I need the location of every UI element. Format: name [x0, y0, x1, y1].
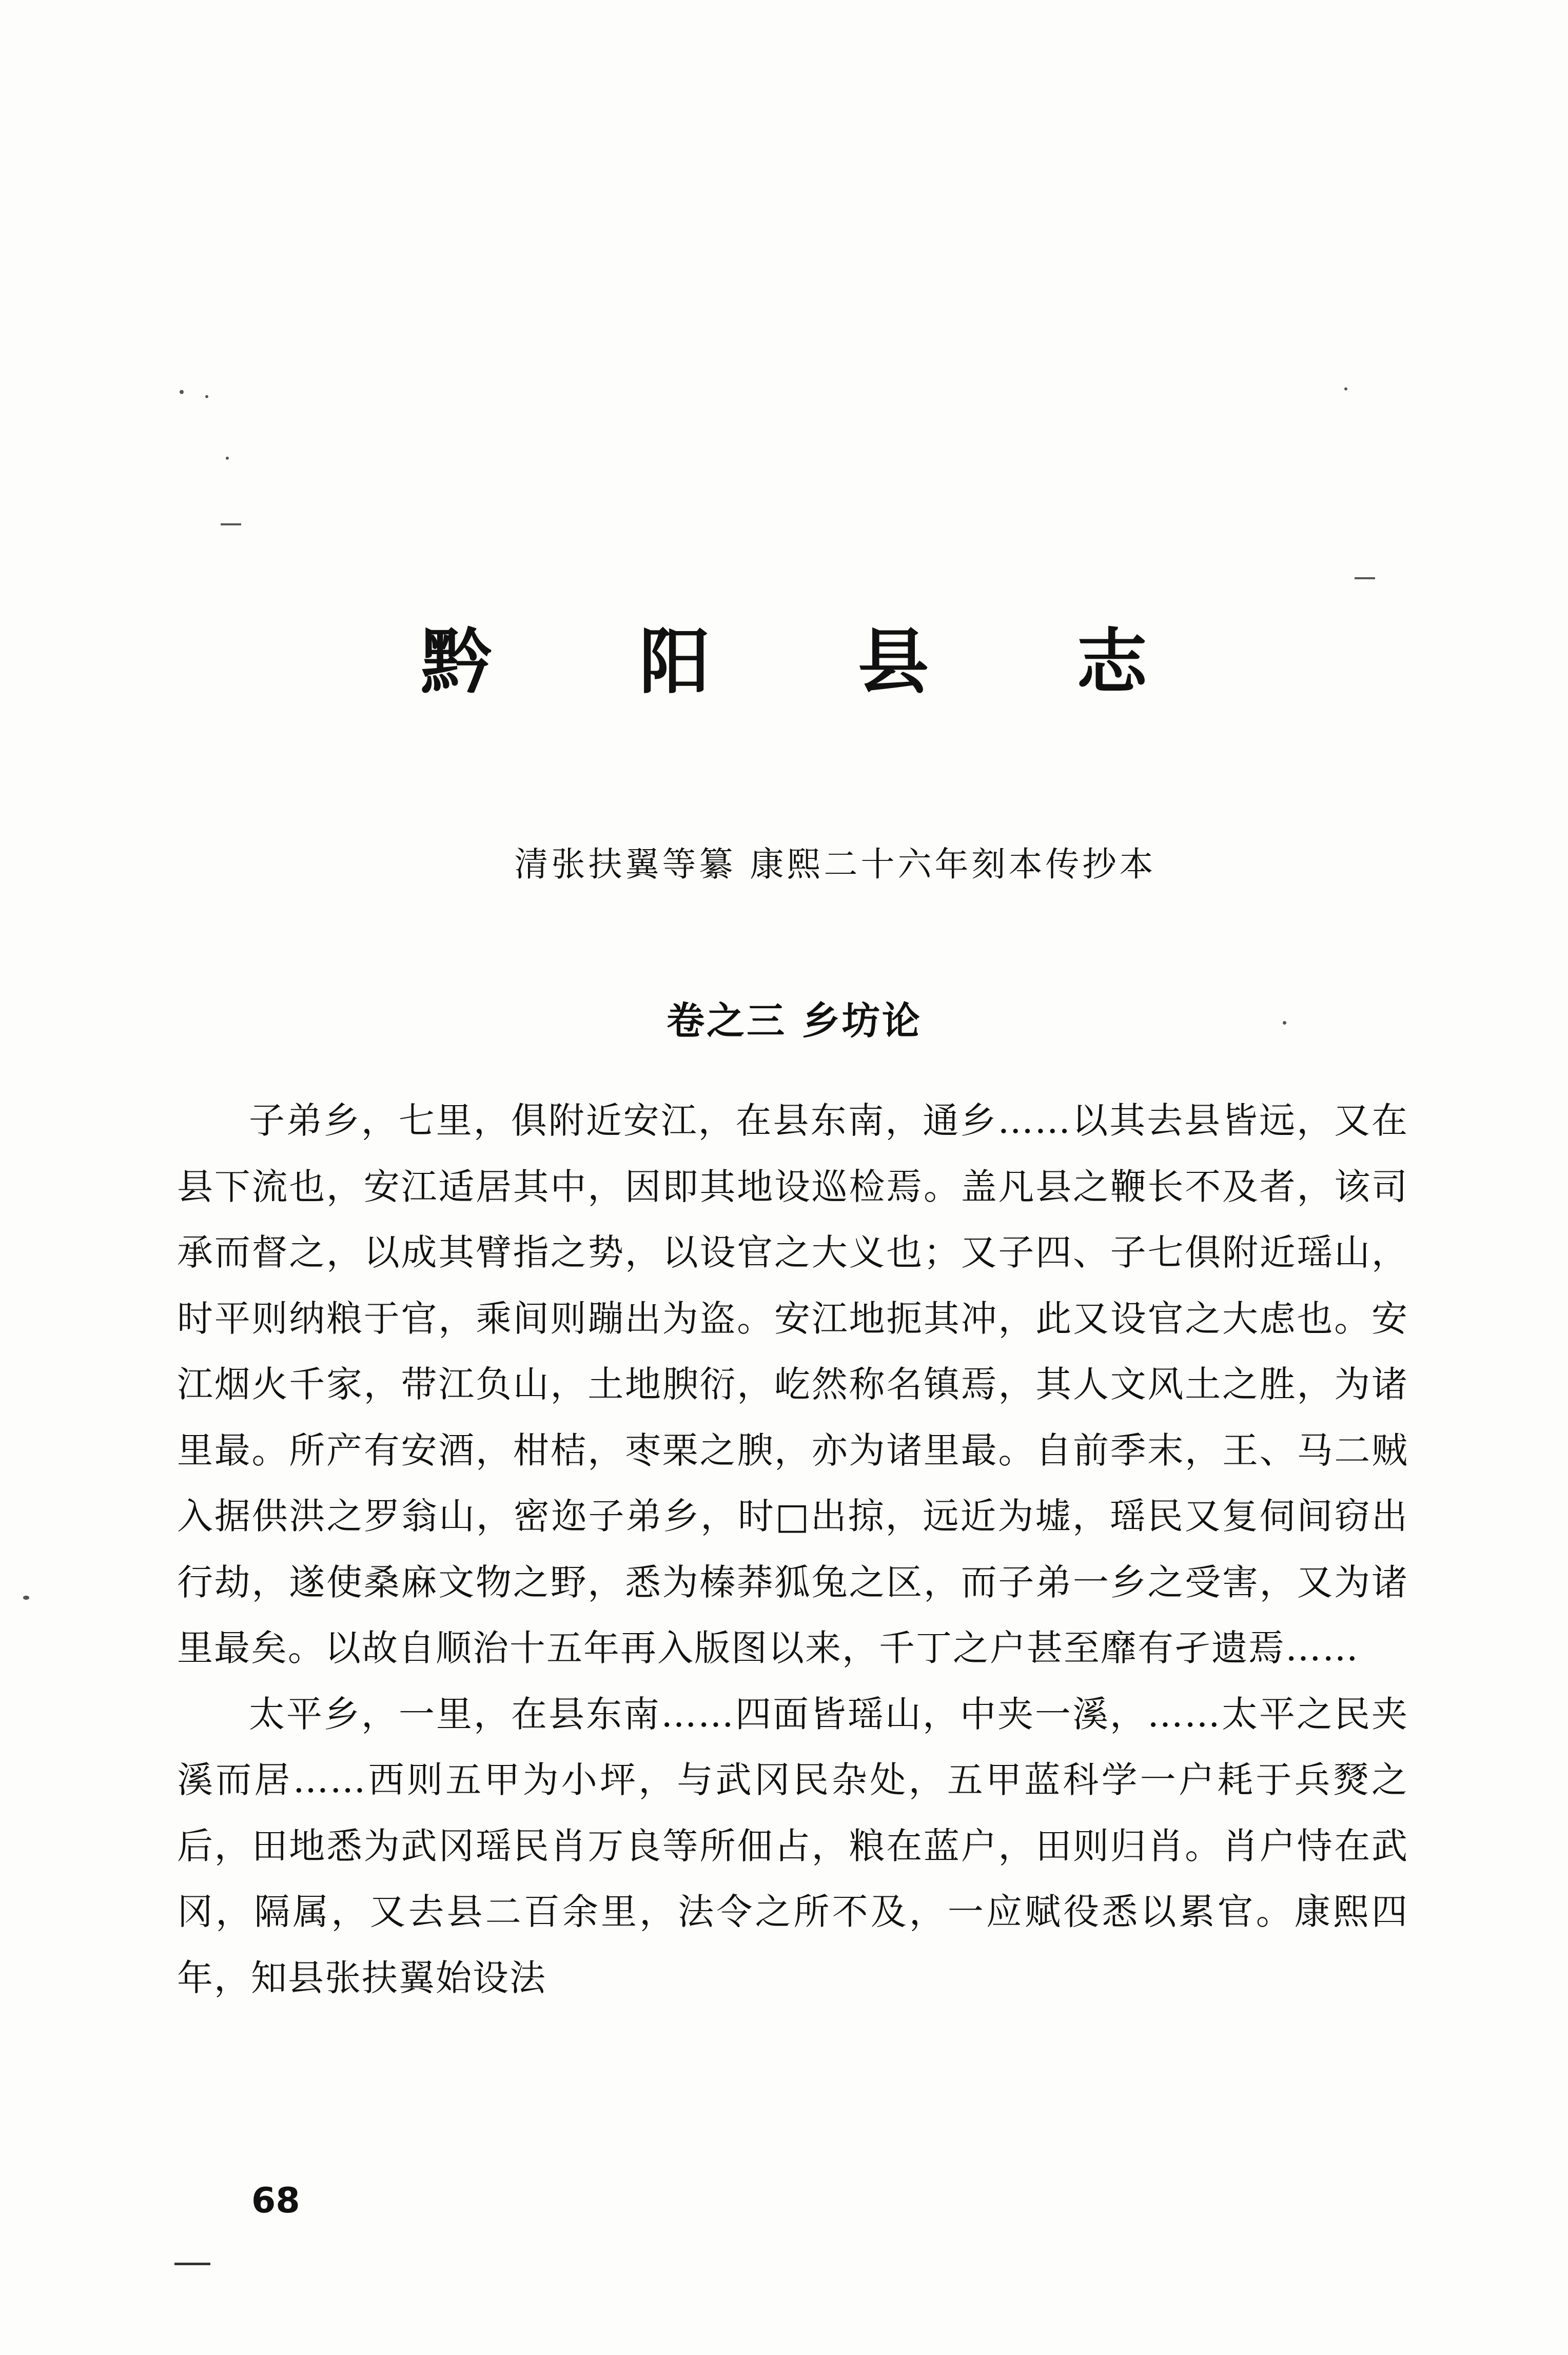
scan-speck [226, 457, 229, 460]
body-text [177, 1088, 1408, 2011]
scan-speck [1344, 387, 1347, 390]
book-title: 黔 阳 县 志 [420, 620, 1209, 703]
scan-edge-mark [174, 2263, 210, 2265]
chapter-heading: 卷之三 乡坊论 [667, 999, 922, 1043]
scan-speck [205, 395, 208, 398]
scan-speck [180, 390, 184, 394]
paragraph-ziди-xiang: 子弟乡，七里，俱附近安江，在县东南，通乡……以其去县皆远，又在县下流也，安江适居其中，因即其地设巡检焉。盖凡县之鞭长不及者，该司承而督之，以成其臂指之势，以设官之大义也；又子四、子七俱附近瑶山，时平则纳粮于官，乘间则蹦出为盗。安江地扼其冲，此又设官之大虑也。安江烟火千家，带江负山，土地腴衍，屹然称名镇焉，其人文风土之胜，为诸里最。所产有安酒，柑桔，枣栗之腴，亦为诸里最。自前季末，王、马二贼入据供洪之罗翁山，密迩子弟乡，时□出掠，远近为墟，瑶民又复伺间窃出行劫，遂使桑麻文物之野，悉为榛莽狐兔之区，而子弟一乡之受害，又为诸里最矣。以故自顺治十五年再入版图以来，千丁之户甚至靡有孑遗焉…… [177, 1100, 1408, 1669]
scan-speck [221, 523, 241, 525]
paragraph-taiping-xiang: 太平乡，一里，在县东南……四面皆瑶山，中夹一溪，……太平之民夹溪而居……西则五甲为小坪，与武冈民杂处，五甲蓝科学一户耗于兵燹之后，田地悉为武冈瑶民肖万良等所佃占，粮在蓝户，田则归肖。肖户恃在武冈，隔属，又去县二百余里，法令之所不及，一应赋役悉以累官。康熙四年，知县张扶翼始设法 [177, 1693, 1408, 1999]
page-number: 68 [251, 2181, 300, 2221]
source-attribution: 清张扶翼等纂 康熙二十六年刻本传抄本 [514, 845, 1157, 884]
scan-speck [1355, 577, 1375, 579]
scan-speck [23, 1596, 29, 1600]
